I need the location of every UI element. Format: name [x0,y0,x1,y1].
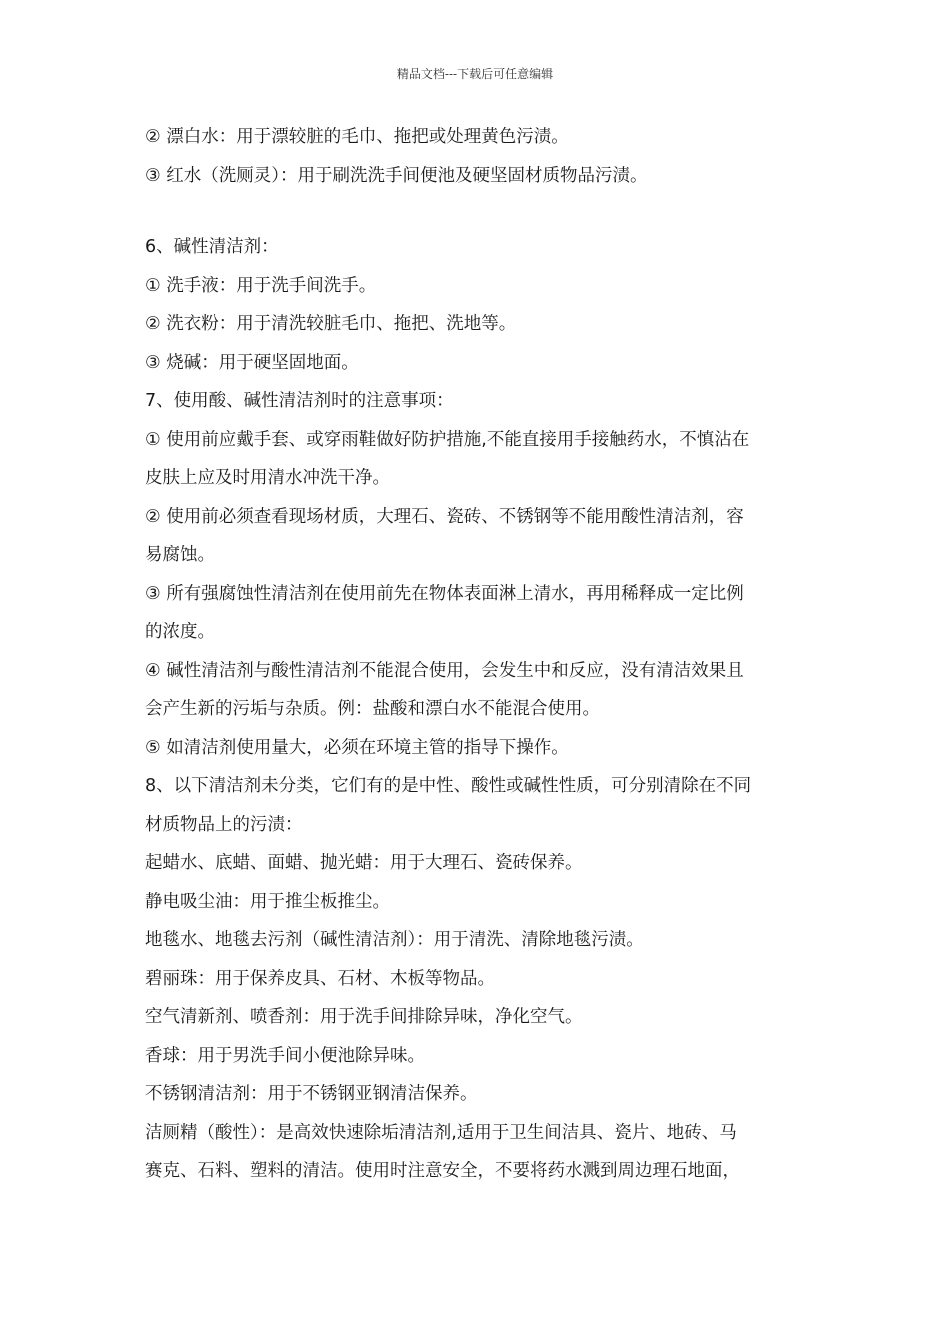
text-line: 空气清新剂、喷香剂：用于洗手间排除异味，净化空气。 [145,1007,583,1027]
section-heading: 8、以下清洁剂未分类，它们有的是中性、酸性或碱性性质，可分别清除在不同 [145,776,752,796]
text-line: ② 洗衣粉：用于清洗较脏毛巾、拖把、洗地等。 [145,314,517,334]
document-body [145,118,815,1191]
text-line: 静电吸尘油：用于推尘板推尘。 [145,891,390,912]
text-line: ① 洗手液：用于洗手间洗手。 [145,275,377,296]
text-line: 会产生新的污垢与杂质。例：盐酸和漂白水不能混合使用。 [145,699,600,719]
text-line: 香球：用于男洗手间小便池除异味。 [145,1045,425,1066]
text-line: 易腐蚀。 [145,545,215,565]
section-heading: 6、碱性清洁剂： [145,237,279,257]
page-header: 精品文档---下载后可任意编辑 [396,67,554,81]
blank-line [145,195,815,228]
text-line: 皮肤上应及时用清水冲洗干净。 [145,468,390,488]
text-line: ② 使用前必须查看现场材质，大理石、瓷砖、不锈钢等不能用酸性清洁剂，容 [145,506,744,527]
text-line: 赛克、石料、塑料的清洁。使用时注意安全，不要将药水溅到周边理石地面， [145,1161,740,1181]
text-line: 不锈钢清洁剂：用于不锈钢亚钢清洁保养。 [145,1084,478,1104]
text-line: ③ 所有强腐蚀性清洁剂在使用前先在物体表面淋上清水，再用稀释成一定比例 [145,583,744,604]
text-line: ② 漂白水：用于漂较脏的毛巾、拖把或处理黄色污渍。 [145,127,569,147]
text-line: ③ 红水（洗厕灵）：用于刷洗洗手间便池及硬坚固材质物品污渍。 [145,165,648,186]
text-line: ① 使用前应戴手套、或穿雨鞋做好防护措施,不能直接用手接触药水，不慎沾在 [145,429,750,450]
text-line: 的浓度。 [145,622,215,642]
text-line: ⑤ 如清洁剂使用量大，必须在环境主管的指导下操作。 [145,737,569,758]
text-line: 地毯水、地毯去污剂（碱性清洁剂）：用于清洗、清除地毯污渍。 [145,930,644,950]
text-line: ③ 烧碱：用于硬坚固地面。 [145,352,359,373]
text-line: 洁厕精（酸性）：是高效快速除垢清洁剂,适用于卫生间洁具、瓷片、地砖、马 [145,1122,737,1143]
section-heading: 7、使用酸、碱性清洁剂时的注意事项： [145,391,454,411]
text-line: ④ 碱性清洁剂与酸性清洁剂不能混合使用，会发生中和反应，没有清洁效果且 [145,660,744,681]
text-line: 起蜡水、底蜡、面蜡、抛光蜡：用于大理石、瓷砖保养。 [145,853,583,873]
text-line: 碧丽珠：用于保养皮具、石材、木板等物品。 [145,968,495,989]
text-line: 材质物品上的污渍： [145,814,303,835]
